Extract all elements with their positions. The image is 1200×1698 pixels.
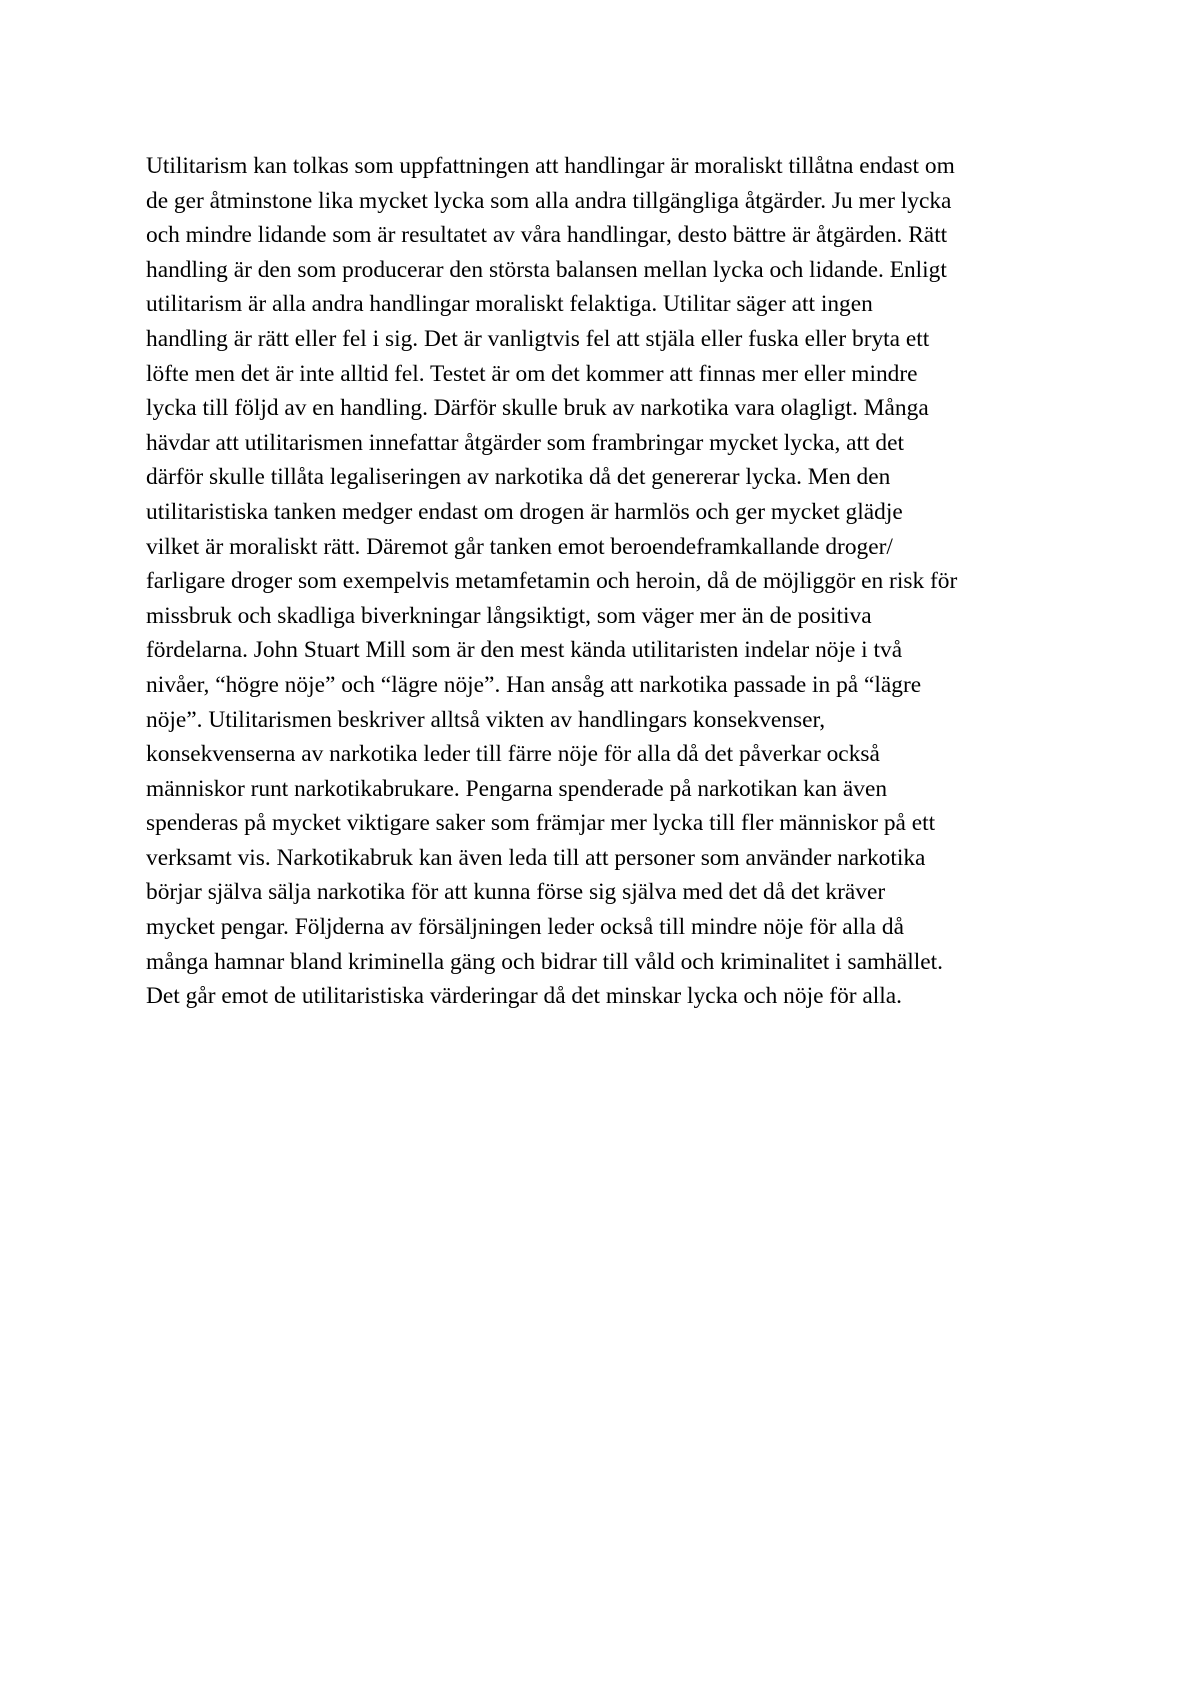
paragraph-line: de ger åtminstone lika mycket lycka som alla andra tillgängliga åtgärder. Ju mer lycka xyxy=(146,187,952,214)
paragraph-line: mycket pengar. Följderna av försäljningen leder också till mindre nöje för alla då xyxy=(146,914,904,941)
paragraph-line: verksamt vis. Narkotikabruk kan även leda till att personer som använder narkotika xyxy=(146,844,926,871)
body-paragraph xyxy=(146,149,1086,1014)
paragraph-line: Utilitarism kan tolkas som uppfattningen att handlingar är moraliskt tillåtna endast om xyxy=(146,153,955,179)
paragraph-line: missbruk och skadliga biverkningar långsiktigt, som väger mer än de positiva xyxy=(146,602,872,629)
paragraph-line: därför skulle tillåta legaliseringen av narkotika då det genererar lycka. Men den xyxy=(146,464,891,491)
paragraph-line: fördelarna. John Stuart Mill som är den mest kända utilitaristen indelar nöje i två xyxy=(146,637,903,664)
paragraph-line: nivåer, “högre nöje” och “lägre nöje”. Han ansåg att narkotika passade in på “lägre xyxy=(146,671,922,698)
paragraph-line: nöje”. Utilitarismen beskriver alltså vikten av handlingars konsekvenser, xyxy=(146,706,826,733)
paragraph-line: utilitaristiska tanken medger endast om drogen är harmlös och ger mycket glädje xyxy=(146,498,903,525)
paragraph-line: farligare droger som exempelvis metamfetamin och heroin, då de möjliggör en risk för xyxy=(146,568,958,595)
paragraph-line: hävdar att utilitarismen innefattar åtgärder som frambringar mycket lycka, att det xyxy=(146,429,904,456)
paragraph-line: många hamnar bland kriminella gäng och bidrar till våld och kriminalitet i samhället. xyxy=(146,948,943,975)
paragraph-line: och mindre lidande som är resultatet av våra handlingar, desto bättre är åtgärden. Rätt xyxy=(146,222,948,249)
paragraph-line: lycka till följd av en handling. Därför skulle bruk av narkotika vara olagligt. Många xyxy=(146,395,929,422)
paragraph-line: Det går emot de utilitaristiska värderingar då det minskar lycka och nöje för alla. xyxy=(146,983,903,1010)
paragraph-line: människor runt narkotikabrukare. Pengarna spenderade på narkotikan kan även xyxy=(146,775,888,802)
paragraph-line: handling är den som producerar den största balansen mellan lycka och lidande. Enligt xyxy=(146,256,947,283)
paragraph-line: konsekvenserna av narkotika leder till färre nöje för alla då det påverkar också xyxy=(146,741,880,768)
paragraph-line: utilitarism är alla andra handlingar moraliskt felaktiga. Utilitar säger att ingen xyxy=(146,291,873,318)
paragraph-line: börjar själva sälja narkotika för att kunna förse sig själva med det då det kräver xyxy=(146,879,886,906)
paragraph-line: handling är rätt eller fel i sig. Det är vanligtvis fel att stjäla eller fuska eller bryta ett xyxy=(146,325,930,352)
paragraph-line: vilket är moraliskt rätt. Däremot går tanken emot beroendeframkallande droger/ xyxy=(146,533,893,560)
paragraph-line: spenderas på mycket viktigare saker som främjar mer lycka till fler människor på ett xyxy=(146,810,936,837)
paragraph-line: löfte men det är inte alltid fel. Testet är om det kommer att finnas mer eller mindre xyxy=(146,360,918,387)
